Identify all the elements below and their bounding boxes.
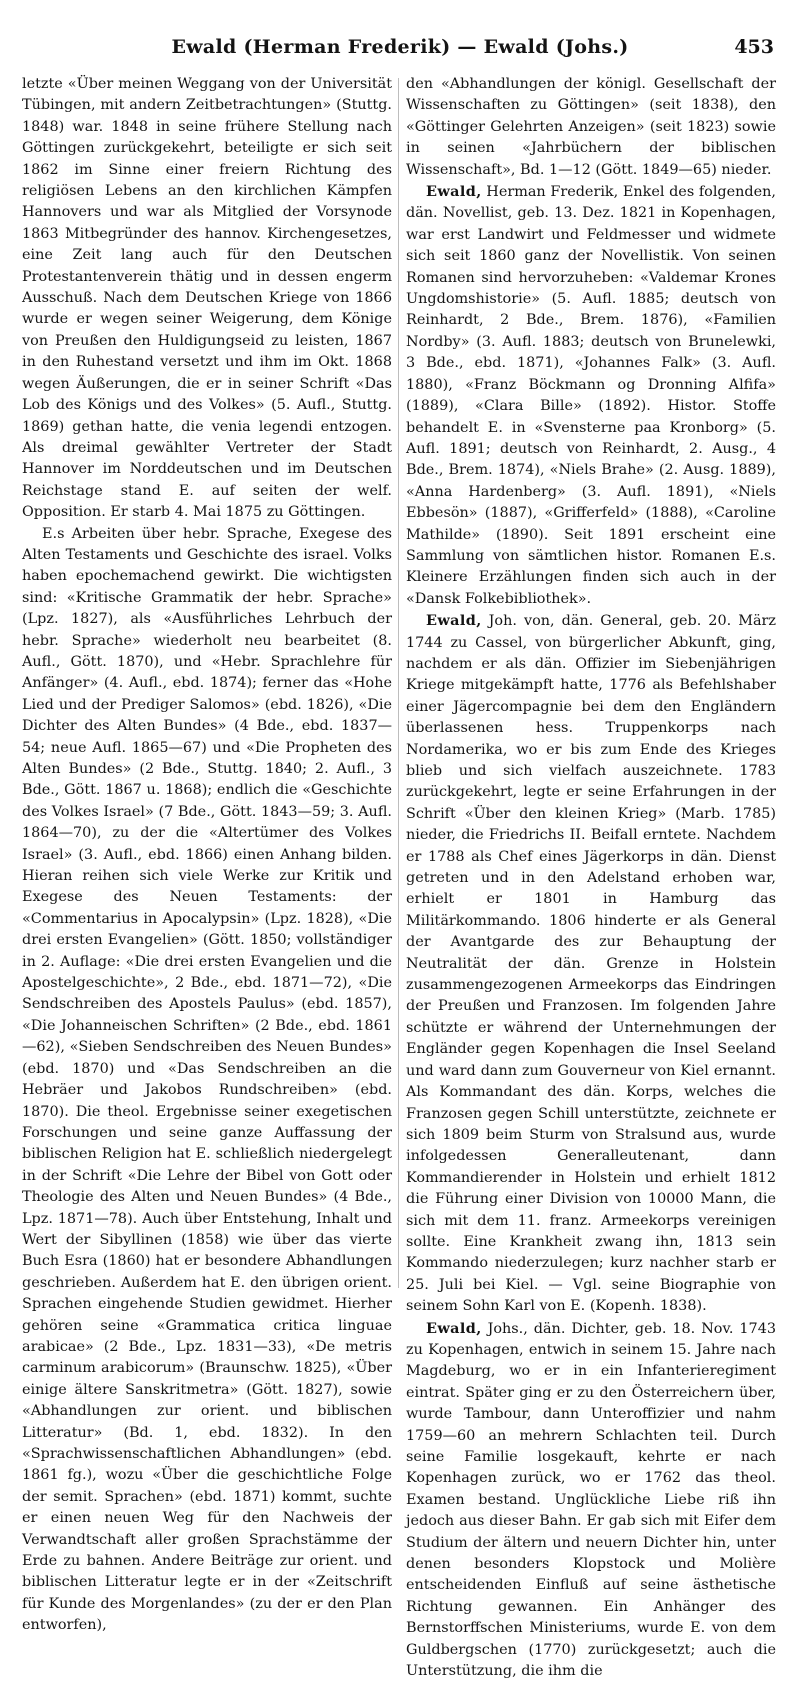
right-column	[406, 74, 777, 1680]
page-number: 453	[734, 36, 774, 58]
entry-text: Joh. von, dän. General, geb. 20. März 1744 zu Cassel, von bürgerlicher Abkunft, ging, nachdem er als dän. Offizier im Siebenjährigen Kriege mitgekämpft hatte, 1776 als Befehlshaber einer Jägercompagnie bei dem den Engländern überlassenen hess. Truppenkorps nach Nordamerika, wo er bis zum Ende des Krieges blieb und sich vielfach auszeichnete. 1783 zurückgekehrt, legte er seine Erfahrungen in der Schrift «Über den kleinen Krieg» (Marb. 1785) nieder, die Friedrichs II. Beifall erntete. Nachdem er 1788 als Chef eines Jägerkorps in dän. Dienst getreten und in den Adelstand erhoben war, erhielt er 1801 in Hamburg das Militärkommando. 1806 hinderte er als General der Avantgarde des zur Behauptung der Neutralität der dän. Grenze in Holstein zusammengezogenen Armeekorps das Eindringen der Preußen und Franzosen. Im folgenden Jahre schützte er während der Unternehmungen der Engländer gegen Kopenhagen die Insel Seeland und ward dann zum Gouverneur von Kiel ernannt. Als Kommandant des dän. Korps, welches die Franzosen gegen Schill unterstützte, zeichnete er sich 1809 beim Sturm von Stralsund aus, wurde infolgedessen Generalleutenant, dann Kommandierender in Holstein und erhielt 1812 die Führung einer Division von 10000 Mann, die sich mit dem 11. franz. Armeekorps vereinigen sollte. Eine Krankheit zwang ihn, 1813 sein Kommando niederzulegen; kurz nachher starb er 25. Juli bei Kiel. — Vgl. seine Biographie von seinem Sohn Karl von E. (Kopenh. 1838).	[406, 613, 776, 1315]
paragraph-continuation: letzte «Über meinen Weggang von der Universität Tübingen, mit andern Zeitbetrachtungen» (Stuttg. 1848) war. 1848 in seine frühere Stellung nach Göttingen zurückgekehrt, beteiligte er sich seit 1862 im Sinne einer freiern Richtung des religiösen Lebens an den kirchlichen Kämpfen Hannovers und war als Mitglied der Vorsynode 1863 Mitbegründer des hannov. Kirchengesetzes, eine Zeit lang auch für den Deutschen Protestantenverein thätig und in dessen engerm Ausschuß. Nach dem Deutschen Kriege von 1866 wurde er wegen seiner Weigerung, dem Könige von Preußen den Huldigungseid zu leisten, 1867 in den Ruhestand versetzt und ihm im Okt. 1868 wegen Äußerungen, die er in seiner Schrift «Das Lob des Königs und des Volkes» (5. Aufl., Stuttg. 1869) gethan hatte, die venia legendi entzogen. Als dreimal gewählter Vertreter der Stadt Hannover im Norddeutschen und im Deutschen Reichstage stand E. auf seiten der welf. Opposition. Er starb 4. Mai 1875 zu Göttingen.	[22, 76, 392, 521]
entry-headword: Ewald,	[426, 183, 482, 201]
entry-joh-von	[406, 610, 776, 1317]
entry-herman-frederik	[406, 181, 776, 610]
paragraph-continuation-right: den «Abhandlungen der königl. Gesellschaft der Wissenschaften zu Göttingen» (seit 1838), den «Göttinger Gelehrten Anzeigen» (seit 1823) sowie in seinen «Jahrbüchern der biblischen Wissenschaft», Bd. 1—12 (Gött. 1849—65) nieder.	[406, 76, 776, 178]
running-title: Ewald (Herman Frederik) — Ewald (Johs.)	[171, 36, 629, 58]
running-header	[22, 36, 778, 66]
left-column	[22, 74, 392, 1634]
column-divider	[398, 78, 399, 1288]
entry-headword: Ewald,	[426, 1319, 482, 1337]
entry-text: Herman Frederik, Enkel des folgenden, dän. Novellist, geb. 13. Dez. 1821 in Kopenhagen, war erst Landwirt und Feldmesser und widmete sich seit 1860 ganz der Novellistik. Von seinen Romanen sind hervorzuheben: «Valdemar Krones Ungdomshistorie» (5. Aufl. 1885; deutsch von Reinhardt, 2 Bde., Brem. 1876), «Familien Nordby» (3. Aufl. 1883; deutsch von Brunelewki, 3 Bde., ebd. 1871), «Johannes Falk» (3. Aufl. 1880), «Franz Böckmann og Dronning Alfifa» (1889), «Clara Bille» (1892). Histor. Stoffe behandelt E. in «Svensterne paa Kronborg» (5. Aufl. 1891; deutsch von Reinhardt, 2. Ausg., 4 Bde., Brem. 1874), «Niels Brahe» (2. Ausg. 1889), «Anna Hardenberg» (3. Aufl. 1891), «Niels Ebbesön» (1887), «Grifferfeld» (1888), «Caroline Mathilde» (1890). Seit 1891 erscheint eine Sammlung von sämtlichen histor. Romanen E.s. Kleinere Erzählungen finden sich auch in der «Dansk Folkebibliothek».	[406, 184, 776, 607]
entry-johs	[406, 1318, 776, 1682]
paragraph-works: E.s Arbeiten über hebr. Sprache, Exegese des Alten Testaments und Geschichte des israel. Volks haben epochemachend gewirkt. Die wichtigsten sind: «Kritische Grammatik der hebr. Sprache» (Lpz. 1827), als «Ausführliches Lehrbuch der hebr. Sprache» wiederholt neu bearbeitet (8. Aufl., Gött. 1870), und «Hebr. Sprachlehre für Anfänger» (4. Aufl., ebd. 1874); ferner das «Hohe Lied und der Prediger Salomos» (ebd. 1826), «Die Dichter des Alten Bundes» (4 Bde., ebd. 1837—54; neue Aufl. 1865—67) und «Die Propheten des Alten Bundes» (2 Bde., Stuttg. 1840; 2. Aufl., 3 Bde., Gött. 1867 u. 1868); endlich die «Geschichte des Volkes Israel» (7 Bde., Gött. 1843—59; 3. Aufl. 1864—70), zu der die «Altertümer des Volkes Israel» (3. Aufl., ebd. 1866) einen Anhang bilden. Hieran reihen sich viele Werke zur Kritik und Exegese des Neuen Testaments: der «Commentarius in Apocalypsin» (Lpz. 1828), «Die drei ersten Evangelien» (Gött. 1850; vollständiger in 2. Auflage: «Die drei ersten Evangelien und die Apostelgeschichte», 2 Bde., ebd. 1871—72), «Die Sendschreiben des Apostels Paulus» (ebd. 1857), «Die Johanneischen Schriften» (2 Bde., ebd. 1861—62), «Sieben Sendschreiben des Neuen Bundes» (ebd. 1870) und «Das Sendschreiben an die Hebräer und Jakobos Rundschreiben» (ebd. 1870). Die theol. Ergebnisse seiner exegetischen Forschungen und seine ganze Auffassung der biblischen Religion hat E. schließlich niedergelegt in der Schrift «Die Lehre der Bibel von Gott oder Theologie des Alten und Neuen Bundes» (4 Bde., Lpz. 1871—78). Auch über Entstehung, Inhalt und Wert der Sibyllinen (1858) wie über das vierte Buch Esra (1860) hat er besondere Abhandlungen geschrieben. Außerdem hat E. den übrigen orient. Sprachen eingehende Studien gewidmet. Hierher gehören seine «Grammatica critica linguae arabicae» (2 Bde., Lpz. 1831—33), «De metris carminum arabicorum» (Braunschw. 1825), «Über einige ältere Sanskritmetra» (Gött. 1827), sowie «Abhandlungen zur orient. und biblischen Litteratur» (Bd. 1, ebd. 1832). In den «Sprachwissenschaftlichen Abhandlungen» (ebd. 1861 fg.), wozu «Über die geschichtliche Folge der semit. Sprachen» (ebd. 1871) kommt, suchte er einen neuen Weg für den Nachweis der Verwandtschaft aller großen Sprachstämme der Erde zu bahnen. Andere Beiträge zur orient. und biblischen Litteratur legte er in der «Zeitschrift für Kunde des Morgenlandes» (zu der er den Plan entworfen),	[22, 525, 392, 1634]
entry-headword: Ewald,	[426, 612, 482, 630]
entry-text: Johs., dän. Dichter, geb. 18. Nov. 1743 zu Kopenhagen, entwich in seinem 15. Jahre nach Magdeburg, wo er in ein Infanterieregiment eintrat. Später ging er zu den Österreichern über, wurde Tambour, dann Unteroffizier und nahm 1759—60 an mehrern Schlachten teil. Durch seine Familie losgekauft, kehrte er nach Kopenhagen zurück, wo er 1762 das theol. Examen bestand. Unglückliche Liebe riß ihn jedoch aus dieser Bahn. Er gab sich mit Eifer dem Studium der ältern und neuern Dichter hin, unter denen besonders Klopstock und Molière entscheidenden Einfluß auf seine ästhetische Richtung gewannen. Ein Anhänger des Bernstorffschen Ministeriums, wurde E. von dem Guldbergschen (1770) zurückgesetzt; auch die Unterstützung, die ihm die	[406, 1320, 777, 1680]
